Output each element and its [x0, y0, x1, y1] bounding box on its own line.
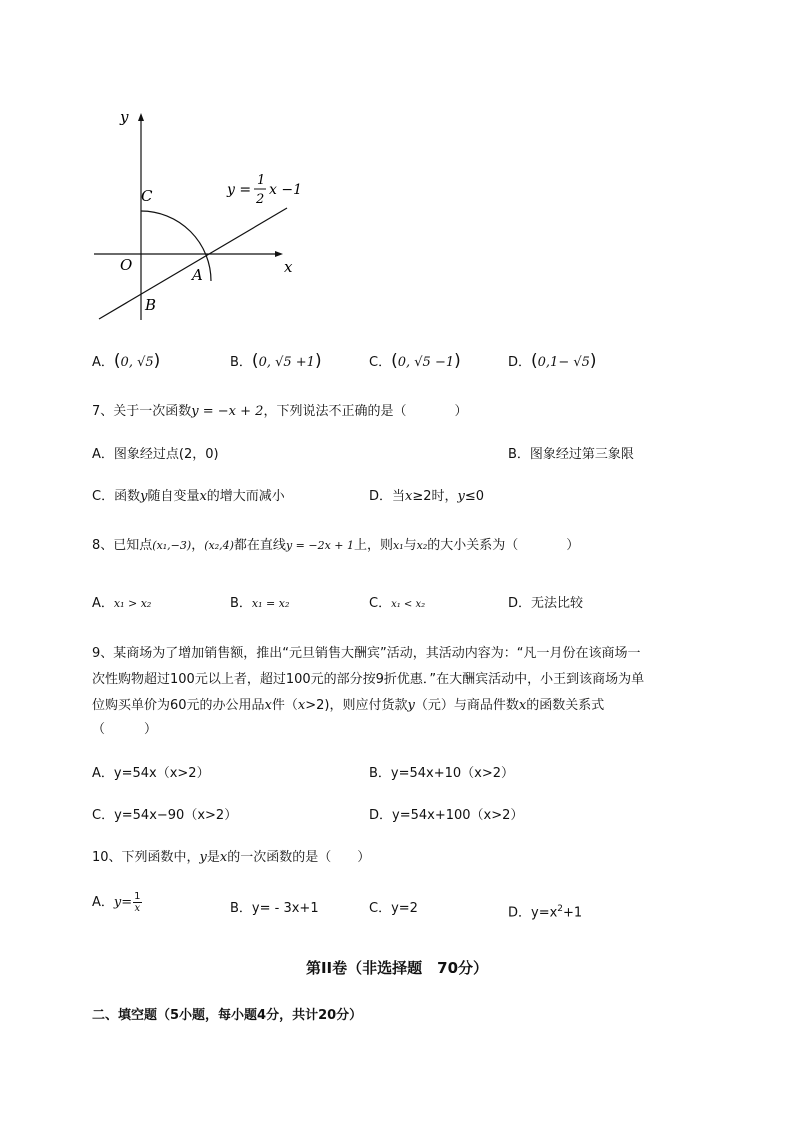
option-text: B．图象经过第三象限: [508, 447, 634, 462]
q9-text: 位购买单价为60元的办公用品: [92, 698, 265, 713]
numerator: 1: [134, 891, 141, 902]
option-text: x₁ > x₂: [113, 597, 152, 610]
q10-option-c[interactable]: [369, 900, 418, 918]
q8-x2: x₂: [416, 539, 428, 552]
question-9-line-1: [92, 645, 640, 663]
y-axis-label: y: [120, 108, 129, 126]
equation-numerator: 1: [257, 173, 266, 188]
q9-text: >2)，则应付货款: [305, 698, 408, 713]
coordinate-figure: [80, 100, 320, 330]
var-y: y: [457, 489, 465, 504]
option-text: A．图象经过点(2，0): [92, 447, 219, 462]
question-9-line-2: [92, 671, 644, 689]
q9-text: 次性购物超过100元以上者，超过100元的部分按9折优惠．”在大酬宾活动中，小王到该商场为单: [92, 672, 645, 687]
option-text: D．无法比较: [508, 596, 584, 611]
var-y: y: [199, 850, 207, 865]
option-text: x₁ = x₂: [251, 597, 290, 610]
q8-option-b[interactable]: [230, 595, 289, 613]
q7-close: ）: [454, 404, 468, 419]
q8-close: ）: [566, 538, 580, 553]
option-text: y=: [113, 895, 133, 910]
option-letter: B．: [230, 355, 252, 370]
section-title-text: 第II卷（非选择题 70分）: [305, 959, 489, 977]
var-x: x: [297, 698, 306, 713]
q8-option-d[interactable]: [508, 595, 583, 613]
option-text: C．y=2: [369, 901, 418, 916]
option-text: 随自变量: [147, 489, 200, 504]
q9-blank: （ ）: [92, 722, 158, 737]
option-letter: A．: [92, 596, 114, 611]
q9-text: 件（: [271, 698, 298, 713]
point-a-label: A: [192, 266, 203, 284]
q7-option-d[interactable]: [369, 488, 484, 506]
option-letter: A．: [92, 895, 114, 910]
denominator: x: [134, 903, 141, 914]
q6-option-d[interactable]: D．(0,1− √5): [508, 351, 597, 371]
equation-lhs: y =: [227, 182, 252, 198]
q8-option-c[interactable]: [369, 595, 425, 614]
question-8-stem: [92, 537, 579, 555]
q10-option-b[interactable]: [230, 900, 319, 918]
option-text: C．y=54x−90（x>2）: [92, 808, 238, 823]
q10-text: 是: [206, 850, 220, 865]
q9-text: 9、某商场为了增加销售额，推出“元旦销售大酬宾”活动，其活动内容为：“凡一月份在该商场一: [92, 646, 641, 661]
q7-suffix: ，下列说法不正确的是（: [263, 404, 407, 419]
q8-and: 与: [403, 538, 417, 553]
q8-mid2: 上，则: [354, 538, 394, 553]
y-axis-arrow: [138, 113, 144, 121]
q6-option-c[interactable]: C．(0, √5 −1): [369, 351, 461, 371]
question-10-stem: [92, 849, 370, 867]
question-9-line-3: [92, 697, 604, 715]
option-text: x₁ < x₂: [391, 599, 426, 610]
option-text: 0, √5: [120, 355, 154, 370]
q7-option-a[interactable]: [92, 446, 219, 464]
option-text: ≤0: [464, 489, 485, 504]
q9-option-d[interactable]: [369, 807, 523, 825]
q8-suffix: 的大小关系为（: [427, 538, 519, 553]
q8-option-a[interactable]: [92, 595, 151, 613]
option-text: 0, √5 +1: [258, 355, 315, 370]
q9-text: （元）与商品件数: [414, 698, 519, 713]
point-b-label: B: [145, 296, 157, 314]
q10-text: 10、下列函数中，: [92, 850, 200, 865]
var-x: x: [199, 489, 207, 504]
var-x: x: [405, 489, 413, 504]
option-letter: D．: [508, 355, 532, 370]
option-text: B．y= - 3x+1: [230, 901, 319, 916]
question-9-line-4: [92, 721, 157, 739]
question-7-stem: [92, 403, 467, 421]
option-letter: A．: [92, 355, 114, 370]
q10-option-a[interactable]: [92, 891, 143, 914]
option-text: 0,1− √5: [537, 355, 590, 370]
q6-option-a[interactable]: A．(0, √5): [92, 351, 161, 371]
option-text: D．y=x: [508, 905, 558, 921]
point-c-label: C: [141, 187, 153, 205]
option-text: +1: [563, 905, 583, 921]
fraction: [133, 891, 141, 914]
option-text: ≥2时，: [412, 489, 458, 504]
q8-point-2: (x₂,4): [204, 539, 234, 552]
q9-option-c[interactable]: [92, 807, 237, 825]
q8-comma: ，: [191, 538, 205, 553]
option-text: C．函数: [92, 489, 141, 504]
section-title: [0, 957, 794, 978]
x-axis-label: x: [284, 258, 293, 276]
section-subtitle-text: 二、填空题（5小题，每小题4分，共计20分）: [92, 1008, 363, 1023]
section-subtitle: [92, 1004, 362, 1023]
q7-prefix: 7、关于一次函数: [92, 404, 192, 419]
origin-label: O: [120, 256, 133, 274]
q10-option-d[interactable]: [508, 900, 582, 922]
q7-formula: y = −x + 2: [191, 404, 264, 419]
x-axis-arrow: [275, 251, 283, 257]
q8-line: y = −2x + 1: [285, 539, 354, 552]
var-x: x: [219, 850, 228, 865]
option-text: D．当: [369, 489, 406, 504]
var-y: y: [140, 489, 148, 504]
superscript: 2: [557, 904, 564, 914]
equation-rhs: x −1: [269, 182, 302, 198]
var-x: x: [518, 698, 527, 713]
q7-option-b[interactable]: [508, 446, 634, 464]
equation-denominator: 2: [256, 192, 265, 207]
option-text: B．y=54x+10（x>2）: [369, 766, 515, 781]
var-x: x: [264, 698, 272, 713]
q9-text: 的函数关系式: [526, 698, 605, 713]
var-y: y: [407, 698, 415, 713]
option-text: A．y=54x（x>2）: [92, 766, 210, 781]
q9-option-b[interactable]: [369, 765, 514, 783]
option-letter: B．: [230, 596, 252, 611]
option-letter: C．: [369, 596, 392, 611]
option-text: 的增大而减小: [206, 489, 285, 504]
q10-text: 的一次函数的是（ ）: [227, 850, 371, 865]
q7-option-c[interactable]: [92, 488, 285, 506]
option-text: 0, √5 −1: [397, 355, 455, 370]
q8-x1: x₁: [393, 539, 404, 552]
option-text: D．y=54x+100（x>2）: [369, 808, 524, 823]
q6-option-b[interactable]: B．(0, √5 +1): [230, 351, 322, 371]
q8-prefix: 8、已知点: [92, 538, 153, 553]
q9-option-a[interactable]: [92, 765, 210, 783]
q8-mid: 都在直线: [233, 538, 286, 553]
option-letter: C．: [369, 355, 392, 370]
q8-point-1: (x₁,−3): [152, 539, 192, 552]
